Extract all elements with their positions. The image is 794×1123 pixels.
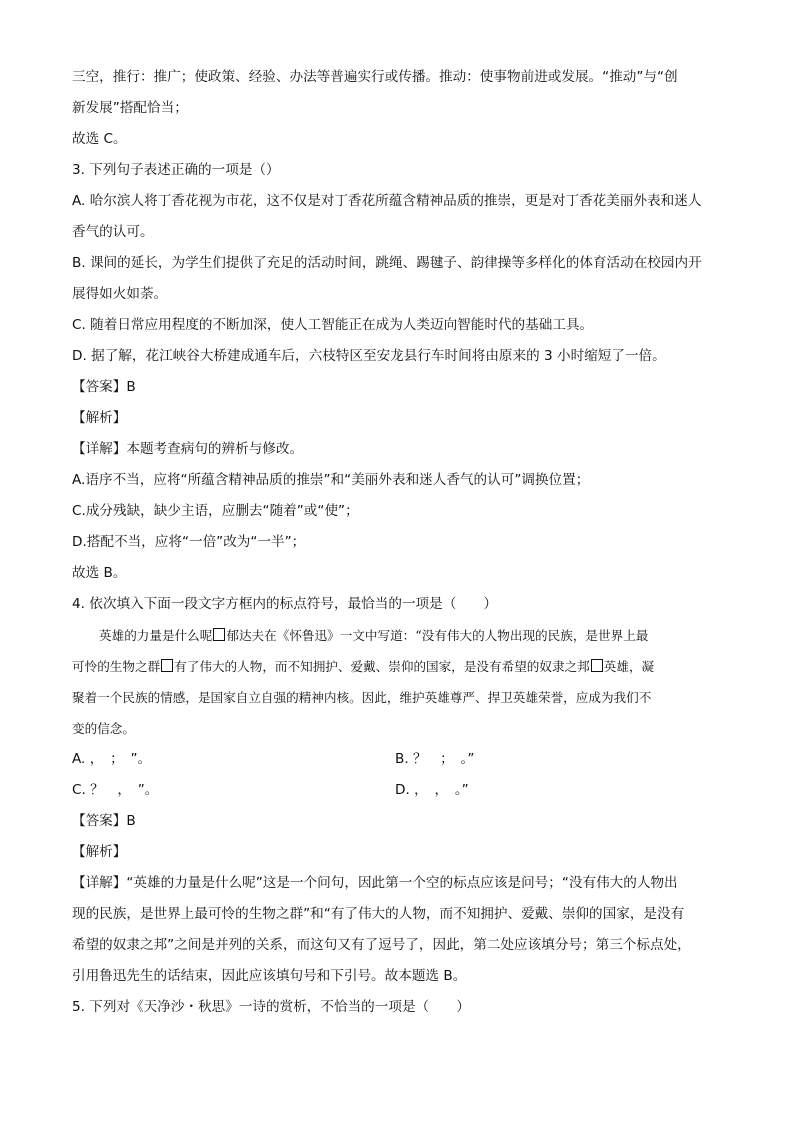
analysis-label: 【解析】: [72, 844, 127, 860]
blank-box: [161, 659, 173, 672]
question-3-option-a: A. 哈尔滨人将丁香花视为市花，这不仅是对丁香花所蕴含精神品质的推崇，更是对丁香花美丽外表和迷人: [72, 193, 702, 209]
detail-explanation: 【详解】“英雄的力量是什么呢”这是一个问句，因此第一个空的标点应该是问号；“没有伟大的人物出: [72, 875, 678, 891]
question-4-option-a: A. ， ； ”。: [72, 751, 152, 767]
answer-choice-line: 故选 C。: [72, 131, 127, 147]
passage-text: 英雄的力量是什么呢: [99, 628, 213, 643]
answer-label: 【答案】B: [72, 379, 136, 395]
question-5-stem: 5. 下列对《天净沙・秋思》一诗的赏析，不恰当的一项是（ ）: [72, 999, 470, 1015]
question-3-option-a-cont: 香气的认可。: [72, 224, 154, 240]
passage-line: 聚着一个民族的情感，是国家自立自强的精神内核。因此，维护英雄尊严、捍卫英雄荣誉，应成为我们不: [72, 690, 652, 705]
passage-text: 英雄，凝: [603, 659, 655, 674]
question-3-option-b: B. 课间的延长，为学生们提供了充足的活动时间，跳绳、踢毽子、韵律操等多样化的体育活动在校园内开: [72, 255, 702, 271]
question-3-option-d: D. 据了解，花江峡谷大桥建成通车后，六枝特区至安龙县行车时间将由原来的 3 小时缩短了一倍。: [72, 348, 666, 364]
question-4-stem: 4. 依次填入下面一段文字方框内的标点符号，最恰当的一项是（ ）: [72, 596, 498, 612]
answer-label: 【答案】B: [72, 813, 136, 829]
blank-box: [591, 659, 603, 672]
passage-text: 有了伟大的人物，而不知拥护、爱戴、崇仰的国家，是没有希望的奴隶之邦: [174, 659, 590, 674]
answer-choice-line: 故选 B。: [72, 565, 127, 581]
question-4-option-c: C. ？ ， ”。: [72, 782, 159, 798]
detail-explanation: 【详解】本题考查病句的辨析与修改。: [72, 441, 304, 457]
document-page: [72, 62, 732, 1023]
explanation-line: 新发展”搭配恰当；: [72, 100, 188, 116]
detail-explanation: 引用鲁迅先生的话结束，因此应该填句号和下引号。故本题选 B。: [72, 968, 467, 984]
question-4-option-b: B. ？ ； 。”: [395, 751, 475, 767]
question-4-options-row-1: [72, 744, 732, 775]
explanation-c: C.成分残缺，缺少主语，应删去“随着”或“使”；: [72, 503, 359, 519]
question-3-stem: 3. 下列句子表述正确的一项是（）: [72, 162, 280, 178]
passage-text: 可怜的生物之群: [72, 659, 161, 674]
detail-explanation: 现的民族，是世界上最可怜的生物之群”和“有了伟大的人物，而不知拥护、爱戴、崇仰的国家，是没有: [72, 906, 685, 922]
question-3-option-c: C. 随着日常应用程度的不断加深，使人工智能正在成为人类迈向智能时代的基础工具。: [72, 317, 594, 333]
passage-line: [72, 651, 732, 682]
passage-text: 郁达夫在《怀鲁迅》一文中写道：“没有伟大的人物出现的民族，是世界上最: [226, 628, 649, 643]
analysis-label: 【解析】: [72, 410, 127, 426]
explanation-line: 三空，推行：推广；使政策、经验、办法等普遍实行或传播。推动：使事物前进或发展。“推动”与“创: [72, 69, 678, 85]
explanation-d: D.搭配不当，应将“一倍”改为“一半”；: [72, 534, 306, 550]
detail-explanation: 希望的奴隶之邦”之间是并列的关系，而这句又有了逗号了，因此，第二处应该填分号；第三个标点处，: [72, 937, 691, 953]
blank-box: [213, 628, 225, 641]
question-3-option-b-cont: 展得如火如荼。: [72, 286, 168, 302]
question-4-option-d: D. ， ， 。”: [395, 782, 469, 798]
passage-line: 变的信念。: [72, 721, 135, 736]
question-4-options-row-2: [72, 775, 732, 806]
explanation-a: A.语序不当，应将“所蕴含精神品质的推崇”和“美丽外表和迷人香气的认可”调换位置；: [72, 472, 590, 488]
passage-line: [72, 620, 732, 651]
